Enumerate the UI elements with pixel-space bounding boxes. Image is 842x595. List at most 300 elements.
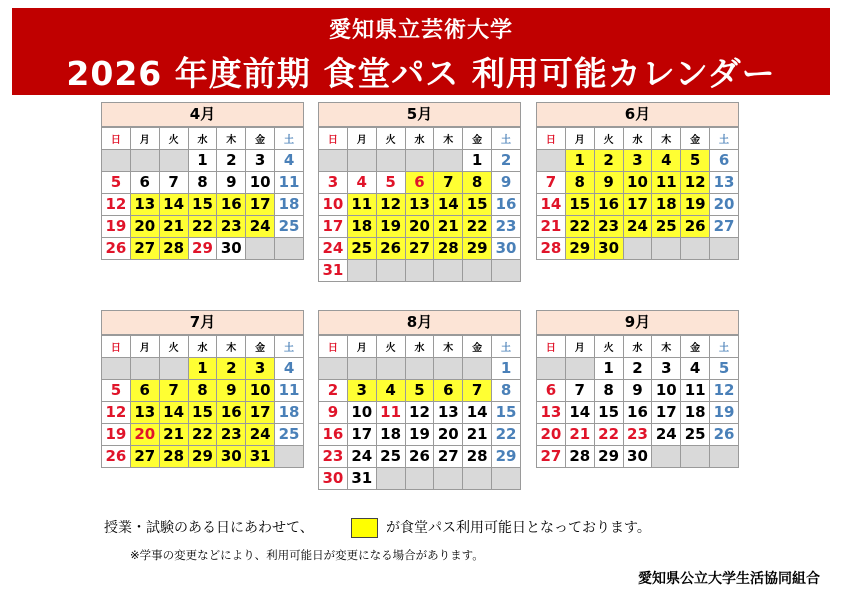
month-header: 9月 [536,310,739,335]
weekday-label: 日 [102,128,131,150]
empty-cell [434,358,463,380]
day-cell: 17 [623,194,652,216]
page-title: 2026 年度前期 食堂パス 利用可能カレンダー [66,54,776,93]
empty-cell [434,468,463,490]
day-cell: 21 [565,424,594,446]
week-row [102,172,304,194]
empty-cell [565,358,594,380]
weekday-label: 木 [652,128,681,150]
week-row [319,446,521,468]
week-row [319,468,521,490]
week-row [319,358,521,380]
day-cell: 21 [537,216,566,238]
weekday-label: 金 [681,336,710,358]
day-cell: 9 [319,402,348,424]
weekday-label: 日 [102,336,131,358]
day-cell: 12 [102,194,131,216]
empty-cell [537,358,566,380]
day-cell: 7 [159,380,188,402]
day-cell: 28 [463,446,492,468]
weekday-label: 金 [463,336,492,358]
day-cell: 13 [405,194,434,216]
day-cell: 16 [623,402,652,424]
day-cell: 29 [188,238,217,260]
week-row [319,402,521,424]
weekday-label: 水 [623,336,652,358]
weekday-label: 水 [405,336,434,358]
day-cell: 12 [405,402,434,424]
day-cell: 8 [188,172,217,194]
weekday-label: 火 [159,128,188,150]
weekday-row [102,128,304,150]
empty-cell [710,238,739,260]
day-cell: 23 [217,424,246,446]
day-cell: 17 [652,402,681,424]
day-cell: 30 [319,468,348,490]
day-cell: 24 [623,216,652,238]
day-cell: 12 [376,194,405,216]
day-cell: 28 [565,446,594,468]
empty-cell [710,446,739,468]
day-cell: 17 [246,194,275,216]
empty-cell [463,358,492,380]
empty-cell [652,238,681,260]
day-cell: 10 [246,380,275,402]
day-cell: 30 [492,238,521,260]
day-cell: 20 [537,424,566,446]
day-cell: 8 [565,172,594,194]
calendar-grid [101,127,304,260]
day-cell: 7 [463,380,492,402]
day-cell: 13 [434,402,463,424]
day-cell: 1 [565,150,594,172]
day-cell: 12 [710,380,739,402]
day-cell: 5 [405,380,434,402]
weekday-row [102,336,304,358]
day-cell: 3 [347,380,376,402]
empty-cell [102,358,131,380]
empty-cell [623,238,652,260]
day-cell: 7 [537,172,566,194]
week-row [537,172,739,194]
week-row [102,402,304,424]
month-header: 6月 [536,102,739,127]
day-cell: 6 [130,380,159,402]
weekday-label: 日 [537,128,566,150]
day-cell: 8 [188,380,217,402]
week-row [102,380,304,402]
day-cell: 7 [159,172,188,194]
day-cell: 11 [376,402,405,424]
empty-cell [434,150,463,172]
weekday-label: 金 [246,336,275,358]
day-cell: 9 [594,172,623,194]
day-cell: 6 [537,380,566,402]
day-cell: 20 [434,424,463,446]
day-cell: 6 [434,380,463,402]
day-cell: 23 [492,216,521,238]
day-cell: 4 [347,172,376,194]
day-cell: 4 [275,358,304,380]
empty-cell [405,260,434,282]
weekday-label: 金 [681,128,710,150]
day-cell: 10 [347,402,376,424]
day-cell: 14 [159,194,188,216]
day-cell: 21 [159,216,188,238]
weekday-label: 土 [710,128,739,150]
day-cell: 27 [434,446,463,468]
day-cell: 13 [130,402,159,424]
day-cell: 27 [130,446,159,468]
weekday-label: 月 [130,336,159,358]
day-cell: 2 [623,358,652,380]
weekday-label: 土 [275,128,304,150]
day-cell: 22 [492,424,521,446]
week-row [537,194,739,216]
day-cell: 20 [130,216,159,238]
empty-cell [319,150,348,172]
month-calendar [318,102,521,282]
day-cell: 15 [565,194,594,216]
empty-cell [159,358,188,380]
day-cell: 4 [652,150,681,172]
day-cell: 2 [492,150,521,172]
empty-cell [347,358,376,380]
weekday-label: 火 [376,336,405,358]
day-cell: 23 [594,216,623,238]
week-row [537,424,739,446]
day-cell: 29 [463,238,492,260]
empty-cell [492,260,521,282]
day-cell: 19 [710,402,739,424]
day-cell: 24 [246,216,275,238]
week-row [537,358,739,380]
calendar-grid [318,335,521,490]
title-banner [12,8,830,95]
day-cell: 3 [319,172,348,194]
day-cell: 9 [492,172,521,194]
week-row [537,380,739,402]
day-cell: 16 [594,194,623,216]
week-row [102,446,304,468]
empty-cell [376,150,405,172]
empty-cell [130,358,159,380]
day-cell: 17 [347,424,376,446]
day-cell: 6 [405,172,434,194]
empty-cell [102,150,131,172]
week-row [537,216,739,238]
empty-cell [405,358,434,380]
day-cell: 2 [217,150,246,172]
week-row [319,260,521,282]
empty-cell [376,358,405,380]
day-cell: 30 [217,238,246,260]
day-cell: 26 [681,216,710,238]
day-cell: 15 [594,402,623,424]
day-cell: 27 [537,446,566,468]
weekday-label: 水 [405,128,434,150]
day-cell: 30 [217,446,246,468]
calendar-grid [101,335,304,468]
day-cell: 29 [188,446,217,468]
day-cell: 25 [376,446,405,468]
weekday-label: 金 [463,128,492,150]
day-cell: 18 [681,402,710,424]
day-cell: 11 [347,194,376,216]
day-cell: 30 [623,446,652,468]
week-row [319,380,521,402]
empty-cell [376,260,405,282]
day-cell: 27 [405,238,434,260]
day-cell: 27 [710,216,739,238]
weekday-label: 土 [710,336,739,358]
month-calendar [318,310,521,490]
day-cell: 21 [463,424,492,446]
day-cell: 23 [319,446,348,468]
weekday-label: 水 [623,128,652,150]
month-calendar [536,310,739,468]
empty-cell [463,260,492,282]
week-row [537,238,739,260]
day-cell: 1 [492,358,521,380]
day-cell: 22 [565,216,594,238]
day-cell: 22 [463,216,492,238]
day-cell: 7 [565,380,594,402]
week-row [102,216,304,238]
empty-cell [681,238,710,260]
day-cell: 8 [463,172,492,194]
weekday-label: 月 [565,128,594,150]
day-cell: 19 [102,424,131,446]
calendar-grid [536,335,739,468]
day-cell: 18 [347,216,376,238]
day-cell: 4 [376,380,405,402]
day-cell: 9 [217,172,246,194]
day-cell: 26 [102,446,131,468]
day-cell: 14 [565,402,594,424]
empty-cell [681,446,710,468]
day-cell: 24 [652,424,681,446]
day-cell: 27 [130,238,159,260]
day-cell: 11 [681,380,710,402]
week-row [102,150,304,172]
legend-text-after: が食堂パス利用可能日となっております。 [386,520,651,536]
day-cell: 22 [188,216,217,238]
empty-cell [275,238,304,260]
week-row [319,194,521,216]
weekday-label: 土 [275,336,304,358]
weekday-label: 木 [217,128,246,150]
day-cell: 11 [275,172,304,194]
weekday-row [537,128,739,150]
empty-cell [246,238,275,260]
month-calendar [536,102,739,260]
day-cell: 19 [405,424,434,446]
day-cell: 8 [594,380,623,402]
day-cell: 29 [594,446,623,468]
day-cell: 15 [492,402,521,424]
weekday-label: 木 [434,128,463,150]
weekday-label: 水 [188,128,217,150]
day-cell: 23 [217,216,246,238]
day-cell: 1 [594,358,623,380]
month-header: 4月 [101,102,304,127]
day-cell: 14 [537,194,566,216]
weekday-label: 金 [246,128,275,150]
day-cell: 5 [710,358,739,380]
week-row [102,424,304,446]
week-row [537,446,739,468]
day-cell: 11 [652,172,681,194]
weekday-label: 月 [347,336,376,358]
day-cell: 2 [319,380,348,402]
day-cell: 28 [434,238,463,260]
empty-cell [347,260,376,282]
day-cell: 3 [246,358,275,380]
empty-cell [319,358,348,380]
weekday-label: 火 [376,128,405,150]
day-cell: 31 [246,446,275,468]
day-cell: 31 [319,260,348,282]
empty-cell [130,150,159,172]
week-row [102,358,304,380]
day-cell: 2 [594,150,623,172]
weekday-label: 水 [188,336,217,358]
day-cell: 12 [681,172,710,194]
empty-cell [652,446,681,468]
week-row [319,172,521,194]
week-row [102,194,304,216]
day-cell: 7 [434,172,463,194]
day-cell: 21 [159,424,188,446]
day-cell: 28 [159,446,188,468]
day-cell: 12 [102,402,131,424]
day-cell: 29 [492,446,521,468]
day-cell: 13 [130,194,159,216]
university-name: 愛知県立芸術大学 [328,18,513,43]
day-cell: 22 [594,424,623,446]
empty-cell [405,468,434,490]
weekday-row [537,336,739,358]
day-cell: 14 [159,402,188,424]
day-cell: 28 [159,238,188,260]
week-row [537,402,739,424]
day-cell: 15 [188,402,217,424]
day-cell: 6 [130,172,159,194]
weekday-label: 日 [319,336,348,358]
day-cell: 5 [376,172,405,194]
day-cell: 4 [275,150,304,172]
day-cell: 20 [130,424,159,446]
day-cell: 24 [246,424,275,446]
day-cell: 19 [102,216,131,238]
day-cell: 13 [710,172,739,194]
day-cell: 16 [319,424,348,446]
week-row [319,238,521,260]
week-row [102,238,304,260]
weekday-label: 木 [217,336,246,358]
empty-cell [434,260,463,282]
empty-cell [463,468,492,490]
day-cell: 19 [376,216,405,238]
day-cell: 24 [319,238,348,260]
day-cell: 17 [319,216,348,238]
day-cell: 31 [347,468,376,490]
day-cell: 25 [681,424,710,446]
day-cell: 15 [463,194,492,216]
day-cell: 10 [319,194,348,216]
weekday-label: 月 [347,128,376,150]
day-cell: 26 [405,446,434,468]
day-cell: 14 [463,402,492,424]
day-cell: 16 [217,402,246,424]
day-cell: 14 [434,194,463,216]
weekday-label: 日 [537,336,566,358]
empty-cell [537,150,566,172]
weekday-label: 火 [594,128,623,150]
organization-name: 愛知県公立大学生活協同組合 [638,571,820,587]
day-cell: 22 [188,424,217,446]
weekday-label: 月 [565,336,594,358]
day-cell: 16 [217,194,246,216]
day-cell: 3 [623,150,652,172]
empty-cell [376,468,405,490]
day-cell: 10 [246,172,275,194]
day-cell: 19 [681,194,710,216]
day-cell: 4 [681,358,710,380]
day-cell: 1 [188,358,217,380]
day-cell: 1 [188,150,217,172]
day-cell: 5 [102,172,131,194]
day-cell: 3 [652,358,681,380]
day-cell: 5 [681,150,710,172]
day-cell: 20 [405,216,434,238]
day-cell: 21 [434,216,463,238]
legend-available-swatch [351,518,378,538]
day-cell: 30 [594,238,623,260]
month-header: 7月 [101,310,304,335]
month-header: 5月 [318,102,521,127]
day-cell: 13 [537,402,566,424]
day-cell: 26 [710,424,739,446]
day-cell: 9 [217,380,246,402]
day-cell: 25 [347,238,376,260]
week-row [319,216,521,238]
day-cell: 24 [347,446,376,468]
month-calendar [101,102,304,260]
calendar-grid [536,127,739,260]
day-cell: 25 [652,216,681,238]
empty-cell [347,150,376,172]
empty-cell [159,150,188,172]
weekday-label: 日 [319,128,348,150]
day-cell: 18 [652,194,681,216]
day-cell: 1 [463,150,492,172]
day-cell: 23 [623,424,652,446]
day-cell: 3 [246,150,275,172]
day-cell: 26 [376,238,405,260]
day-cell: 6 [710,150,739,172]
day-cell: 8 [492,380,521,402]
day-cell: 25 [275,424,304,446]
legend-text-before: 授業・試験のある日にあわせて、 [104,520,314,536]
calendar-grid [318,127,521,282]
day-cell: 10 [623,172,652,194]
weekday-label: 火 [594,336,623,358]
weekday-label: 木 [434,336,463,358]
month-header: 8月 [318,310,521,335]
day-cell: 29 [565,238,594,260]
